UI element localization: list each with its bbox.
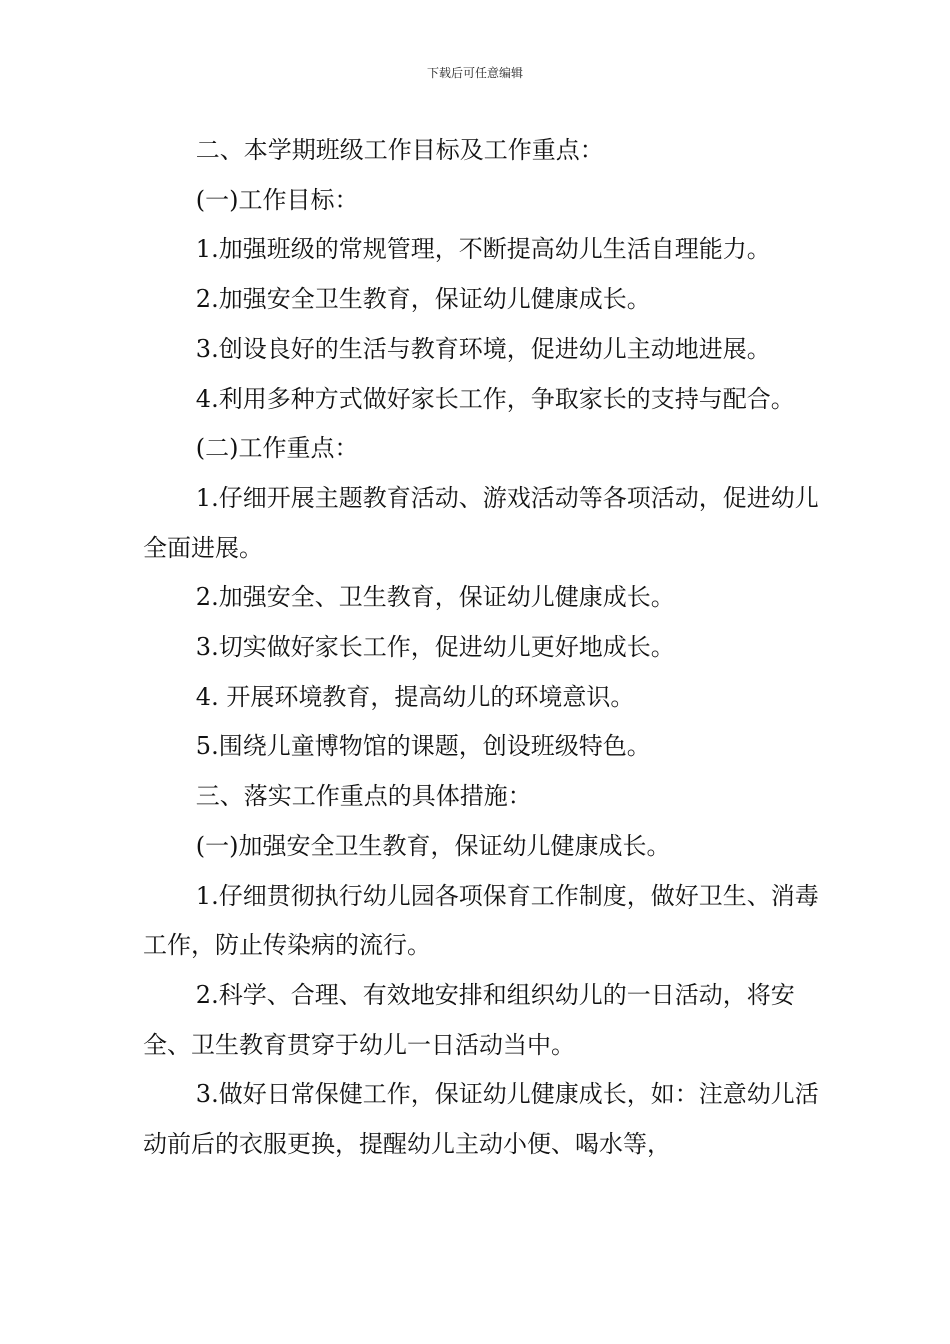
list-item: 2.加强安全卫生教育，保证幼儿健康成长。 bbox=[195, 285, 651, 314]
list-item: 1.加强班级的常规管理，不断提高幼儿生活自理能力。 bbox=[195, 235, 771, 264]
section-heading: 三、落实工作重点的具体措施： bbox=[195, 782, 532, 811]
subsection-heading: (一)工作目标： bbox=[195, 185, 359, 214]
subsection-heading: (一)加强安全卫生教育，保证幼儿健康成长。 bbox=[195, 831, 671, 860]
list-item: 2.加强安全、卫生教育，保证幼儿健康成长。 bbox=[195, 583, 675, 612]
list-item: 1.仔细贯彻执行幼儿园各项保育工作制度，做好卫生、消毒工作，防止传染病的流行。 bbox=[143, 881, 819, 960]
list-item: 4. 开展环境教育，提高幼儿的环境意识。 bbox=[195, 682, 635, 711]
list-item: 3.创设良好的生活与教育环境，促进幼儿主动地进展。 bbox=[195, 334, 771, 363]
subsection-heading: (二)工作重点： bbox=[195, 434, 359, 463]
list-item: 3.切实做好家长工作，促进幼儿更好地成长。 bbox=[195, 633, 675, 662]
section-heading: 二、本学期班级工作目标及工作重点： bbox=[195, 136, 604, 164]
list-item: 4.利用多种方式做好家长工作，争取家长的支持与配合。 bbox=[195, 384, 795, 413]
document-body bbox=[143, 126, 833, 1170]
page-header-note: 下载后可任意编辑 bbox=[426, 66, 523, 80]
list-item: 1.仔细开展主题教育活动、游戏活动等各项活动，促进幼儿全面进展。 bbox=[143, 483, 819, 562]
list-item: 3.做好日常保健工作，保证幼儿健康成长，如：注意幼儿活动前后的衣服更换，提醒幼儿主动小便、喝水等， bbox=[143, 1080, 819, 1159]
list-item: 5.围绕儿童博物馆的课题，创设班级特色。 bbox=[195, 732, 651, 761]
list-item: 2.科学、合理、有效地安排和组织幼儿的一日活动，将安全、卫生教育贯穿于幼儿一日活动当中。 bbox=[143, 980, 795, 1059]
